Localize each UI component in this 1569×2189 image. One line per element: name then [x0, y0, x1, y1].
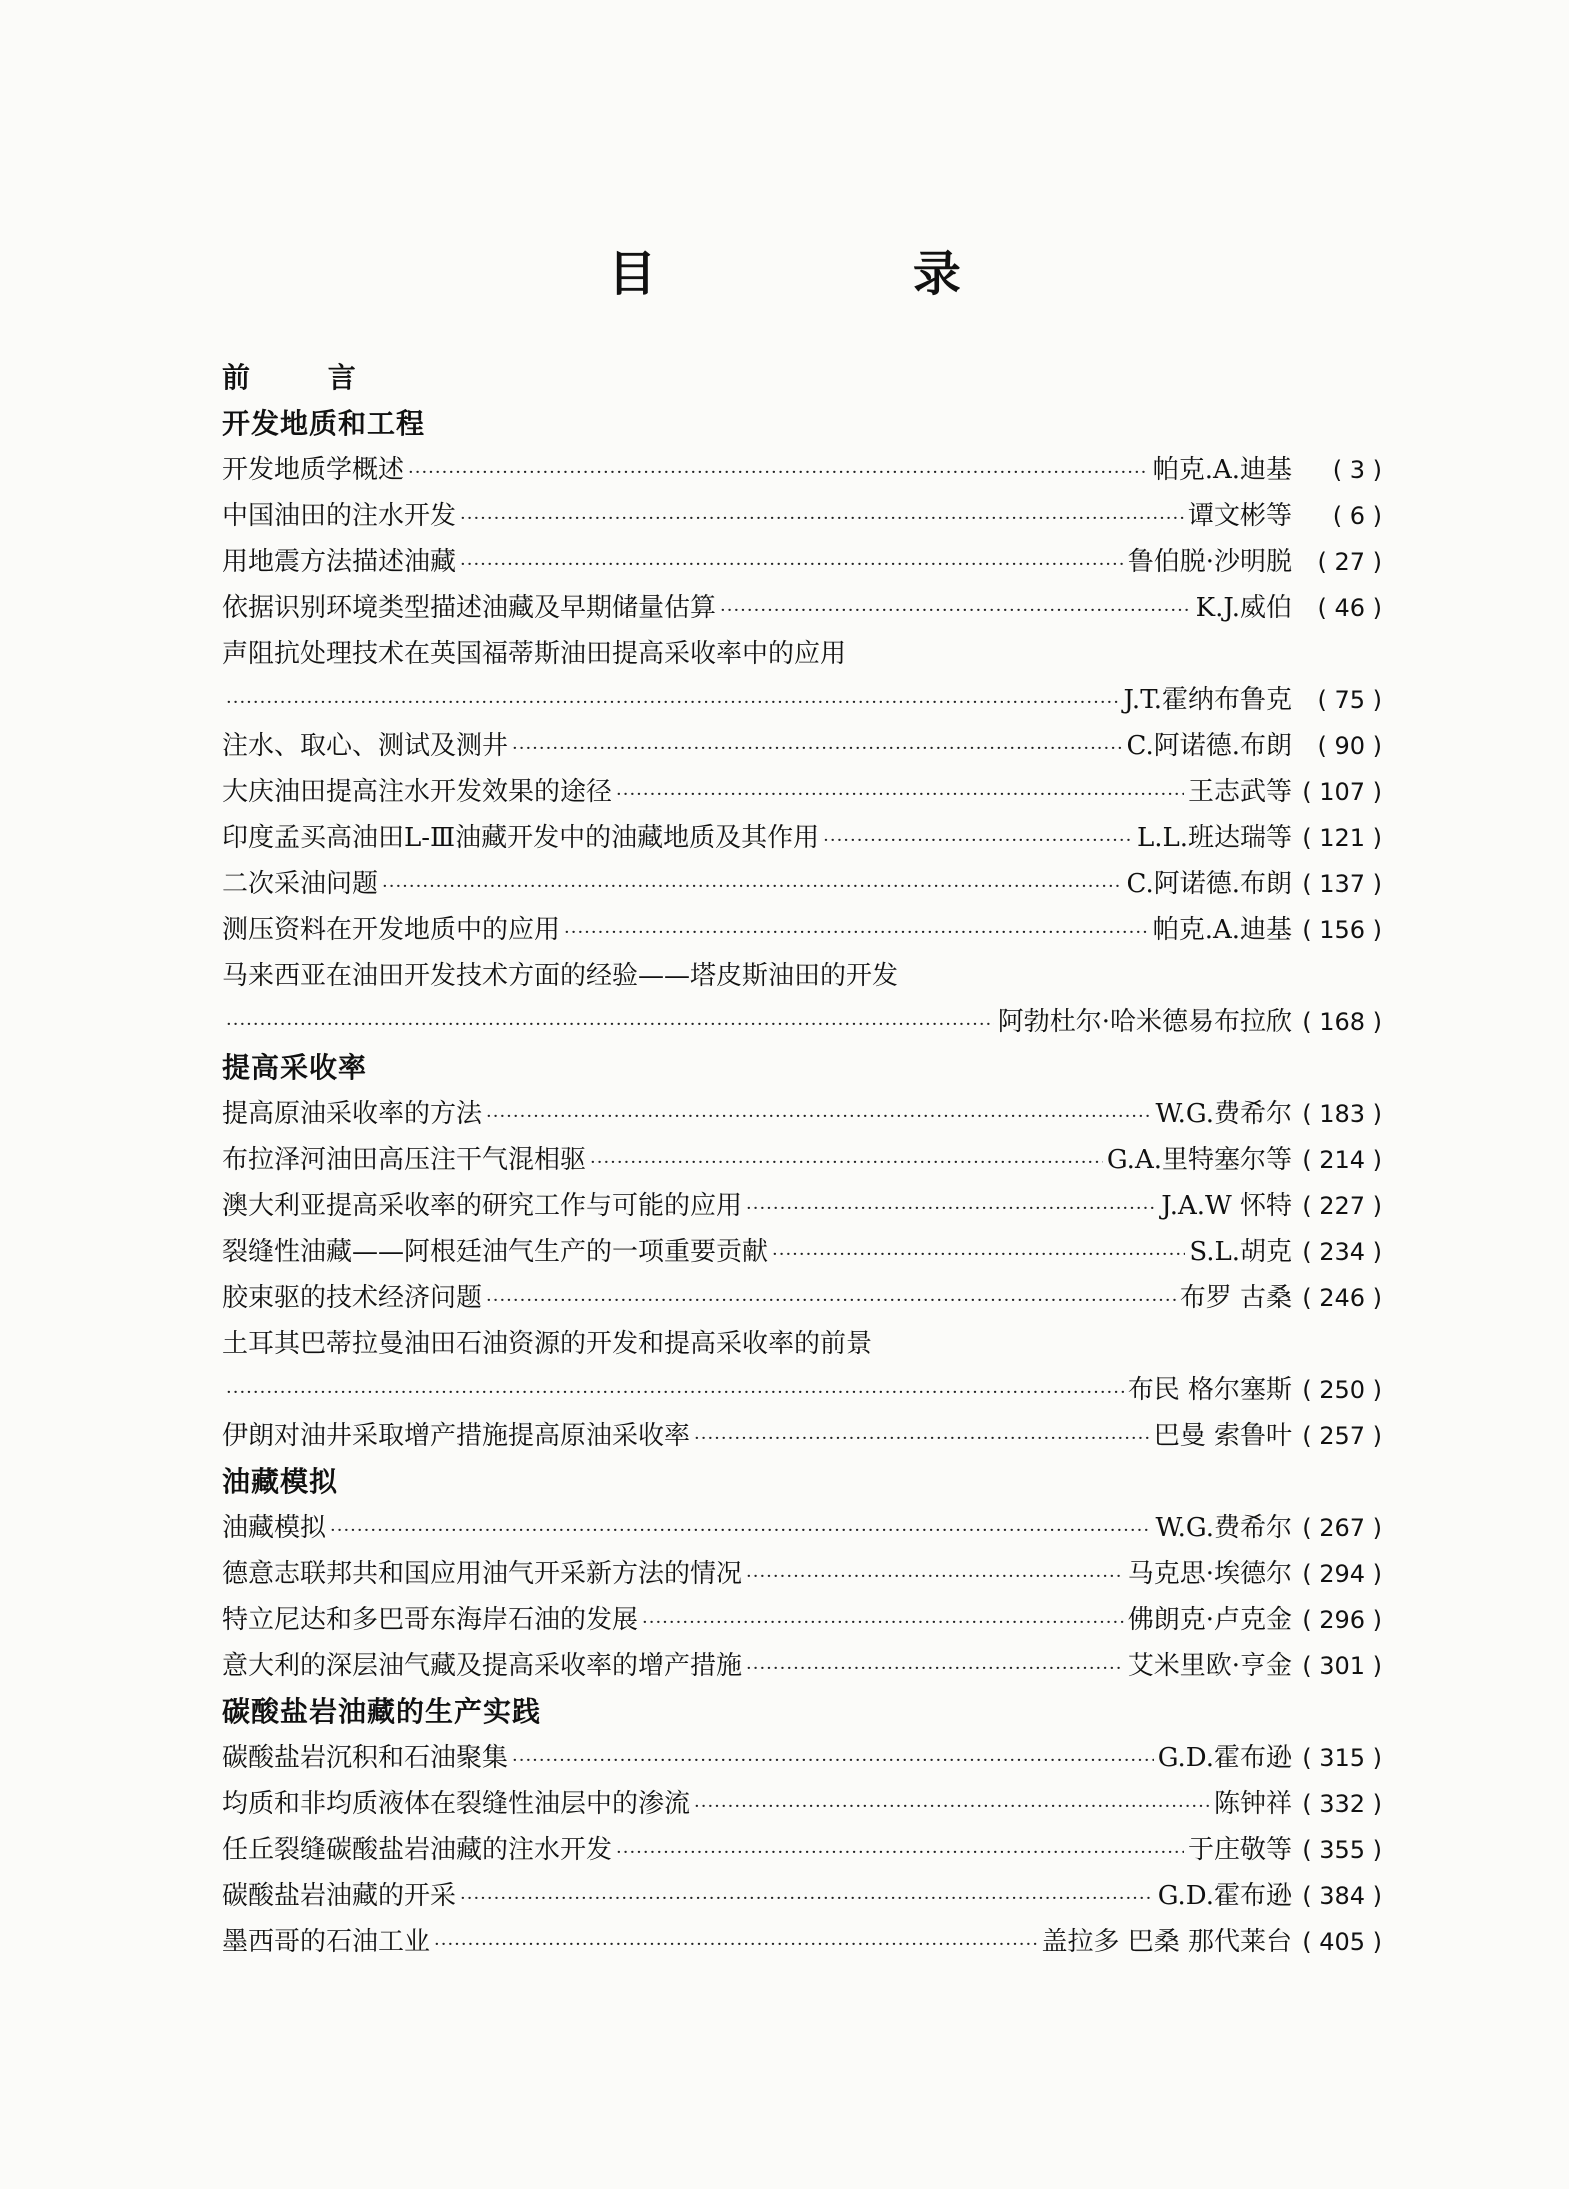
entry-title: 布拉泽河油田高压注干气混相驱 [222, 1145, 587, 1175]
entry-page: ( 234 ) [1292, 1229, 1382, 1275]
dot-leader [408, 450, 1149, 496]
dot-leader [746, 1186, 1157, 1232]
entry-title: 德意志联邦共和国应用油气开采新方法的情况 [222, 1559, 743, 1589]
dot-leader [590, 1140, 1103, 1186]
entry-title: 土耳其巴蒂拉曼油田石油资源的开发和提高采收率的前景 [222, 1329, 873, 1359]
entry-title: 均质和非均质液体在裂缝性油层中的渗流 [222, 1789, 691, 1819]
toc-entry [222, 1919, 1382, 1965]
entry-author: 帕克.A.迪基 [1152, 455, 1292, 485]
toc-entry [222, 1367, 1382, 1413]
dot-leader [460, 542, 1124, 588]
toc-entry [222, 1505, 1382, 1551]
entry-title: 注水、取心、测试及测井 [222, 731, 509, 761]
entry-page: ( 296 ) [1292, 1597, 1382, 1643]
dot-leader [330, 1508, 1151, 1554]
page-title: 目 录 [608, 246, 1081, 302]
entry-page: ( 227 ) [1292, 1183, 1382, 1229]
toc-entry [222, 1827, 1382, 1873]
entry-author: 阿勃杜尔·哈米德易布拉欣 [997, 1007, 1292, 1037]
section-heading: 提高采收率 [222, 1051, 368, 1084]
entry-page: ( 168 ) [1292, 999, 1382, 1045]
dot-leader [460, 496, 1184, 542]
entry-page: ( 75 ) [1292, 677, 1382, 723]
dot-leader [564, 910, 1149, 956]
dot-leader [823, 818, 1133, 864]
toc-entry [222, 999, 1382, 1045]
dot-leader [512, 726, 1122, 772]
toc-entry [222, 1413, 1382, 1459]
entry-title: 胶束驱的技术经济问题 [222, 1283, 483, 1313]
entry-title: 印度孟买高油田L-Ⅲ油藏开发中的油藏地质及其作用 [222, 823, 820, 853]
entry-page: ( 315 ) [1292, 1735, 1382, 1781]
entry-author: G.D.霍布逊 [1157, 1743, 1292, 1773]
entry-title: 依据识别环境类型描述油藏及早期储量估算 [222, 593, 717, 623]
toc-entry [222, 1229, 1382, 1275]
entry-author: G.D.霍布逊 [1157, 1881, 1292, 1911]
dot-leader [616, 772, 1184, 818]
toc-entry [222, 493, 1382, 539]
entry-page: ( 137 ) [1292, 861, 1382, 907]
entry-title: 二次采油问题 [222, 869, 379, 899]
entry-page: ( 90 ) [1292, 723, 1382, 769]
dot-leader [434, 1922, 1037, 1968]
entry-title: 大庆油田提高注水开发效果的途径 [222, 777, 613, 807]
toc-entry [222, 1597, 1382, 1643]
entry-page: ( 384 ) [1292, 1873, 1382, 1919]
entry-page: ( 250 ) [1292, 1367, 1382, 1413]
toc-entry [222, 1551, 1382, 1597]
entry-author: 王志武等 [1187, 777, 1292, 807]
entry-author: 巴曼 索鲁叶 [1153, 1421, 1292, 1451]
entry-page: ( 294 ) [1292, 1551, 1382, 1597]
entry-author: 陈钟祥 [1213, 1789, 1292, 1819]
entry-author: C.阿诺德.布朗 [1126, 731, 1292, 761]
entry-author: 佛朗克·卢克金 [1127, 1605, 1292, 1635]
entry-author: G.A.里特塞尔等 [1106, 1145, 1292, 1175]
entry-title: 澳大利亚提高采收率的研究工作与可能的应用 [222, 1191, 743, 1221]
entry-page: ( 405 ) [1292, 1919, 1382, 1965]
entry-author: W.G.费希尔 [1155, 1513, 1292, 1543]
entry-author: 帕克.A.迪基 [1152, 915, 1292, 945]
dot-leader [772, 1232, 1185, 1278]
entry-page: ( 332 ) [1292, 1781, 1382, 1827]
dot-leader [486, 1094, 1151, 1140]
dot-leader [486, 1278, 1176, 1324]
entry-title: 提高原油采收率的方法 [222, 1099, 483, 1129]
dot-leader [642, 1600, 1124, 1646]
entry-author: J.A.W 怀特 [1161, 1191, 1292, 1221]
toc-entry [222, 585, 1382, 631]
toc-entry [222, 447, 1382, 493]
entry-author: S.L.胡克 [1189, 1237, 1292, 1267]
dot-leader [226, 1370, 1124, 1416]
entry-author: 布民 格尔塞斯 [1127, 1375, 1292, 1405]
entry-page: ( 214 ) [1292, 1137, 1382, 1183]
dot-leader [226, 680, 1120, 726]
entry-title: 意大利的深层油气藏及提高采收率的增产措施 [222, 1651, 743, 1681]
entry-author: W.G.费希尔 [1155, 1099, 1292, 1129]
entry-title: 马来西亚在油田开发技术方面的经验——塔皮斯油田的开发 [222, 961, 899, 991]
entry-title: 开发地质学概述 [222, 455, 405, 485]
entry-page: ( 355 ) [1292, 1827, 1382, 1873]
toc-entry [222, 677, 1382, 723]
entry-title: 任丘裂缝碳酸盐岩油藏的注水开发 [222, 1835, 613, 1865]
entry-page: ( 6 ) [1292, 493, 1382, 539]
section-heading: 前 言 [222, 361, 390, 394]
entry-title: 用地震方法描述油藏 [222, 547, 457, 577]
entry-page: ( 257 ) [1292, 1413, 1382, 1459]
entry-author: 布罗 古桑 [1179, 1283, 1292, 1313]
section-heading: 开发地质和工程 [222, 407, 426, 440]
entry-author: 谭文彬等 [1187, 501, 1292, 531]
entry-author: 马克思·埃德尔 [1127, 1559, 1292, 1589]
dot-leader [694, 1784, 1210, 1830]
entry-page: ( 27 ) [1292, 539, 1382, 585]
entry-title: 特立尼达和多巴哥东海岸石油的发展 [222, 1605, 639, 1635]
toc-entry [222, 815, 1382, 861]
entry-title: 测压资料在开发地质中的应用 [222, 915, 561, 945]
toc-entry [222, 1183, 1382, 1229]
dot-leader [382, 864, 1122, 910]
entry-author: C.阿诺德.布朗 [1126, 869, 1292, 899]
dot-leader [746, 1646, 1124, 1692]
section-heading: 油藏模拟 [222, 1465, 339, 1498]
entry-title: 中国油田的注水开发 [222, 501, 457, 531]
entry-author: 于庄敬等 [1187, 1835, 1292, 1865]
entry-author: 鲁伯脱·沙明脱 [1127, 547, 1292, 577]
entry-page: ( 121 ) [1292, 815, 1382, 861]
entry-author: K.J.威伯 [1195, 593, 1292, 623]
dot-leader [694, 1416, 1150, 1462]
section-heading: 碳酸盐岩油藏的生产实践 [222, 1695, 542, 1728]
entry-page: ( 183 ) [1292, 1091, 1382, 1137]
entry-author: J.T.霍纳布鲁克 [1123, 685, 1292, 715]
toc-entry [222, 861, 1382, 907]
toc-entry [222, 1781, 1382, 1827]
entry-title: 碳酸盐岩油藏的开采 [222, 1881, 457, 1911]
toc-entry [222, 1873, 1382, 1919]
dot-leader [616, 1830, 1184, 1876]
entry-title: 裂缝性油藏——阿根廷油气生产的一项重要贡献 [222, 1237, 769, 1267]
entry-page: ( 3 ) [1292, 447, 1382, 493]
entry-author: 艾米里欧·亨金 [1127, 1651, 1292, 1681]
entry-title: 声阻抗处理技术在英国福蒂斯油田提高采收率中的应用 [222, 639, 847, 669]
toc-entry [222, 1735, 1382, 1781]
table-of-contents [222, 355, 1382, 1965]
entry-author: L.L.班达瑞等 [1136, 823, 1292, 853]
entry-title: 碳酸盐岩沉积和石油聚集 [222, 1743, 509, 1773]
toc-entry [222, 1091, 1382, 1137]
toc-entry [222, 769, 1382, 815]
entry-page: ( 107 ) [1292, 769, 1382, 815]
toc-entry [222, 1137, 1382, 1183]
entry-page: ( 246 ) [1292, 1275, 1382, 1321]
entry-title: 油藏模拟 [222, 1513, 327, 1543]
entry-title: 伊朗对油井采取增产措施提高原油采收率 [222, 1421, 691, 1451]
toc-entry [222, 539, 1382, 585]
entry-author: 盖拉多 巴桑 那代莱台 [1041, 1927, 1292, 1957]
dot-leader [226, 1002, 994, 1048]
dot-leader [512, 1738, 1154, 1784]
toc-entry [222, 723, 1382, 769]
dot-leader [720, 588, 1192, 634]
entry-title: 墨西哥的石油工业 [222, 1927, 431, 1957]
entry-page: ( 267 ) [1292, 1505, 1382, 1551]
toc-entry [222, 1275, 1382, 1321]
entry-page: ( 301 ) [1292, 1643, 1382, 1689]
dot-leader [746, 1554, 1124, 1600]
dot-leader [460, 1876, 1154, 1922]
toc-entry [222, 907, 1382, 953]
entry-page: ( 156 ) [1292, 907, 1382, 953]
entry-page: ( 46 ) [1292, 585, 1382, 631]
toc-entry [222, 1643, 1382, 1689]
